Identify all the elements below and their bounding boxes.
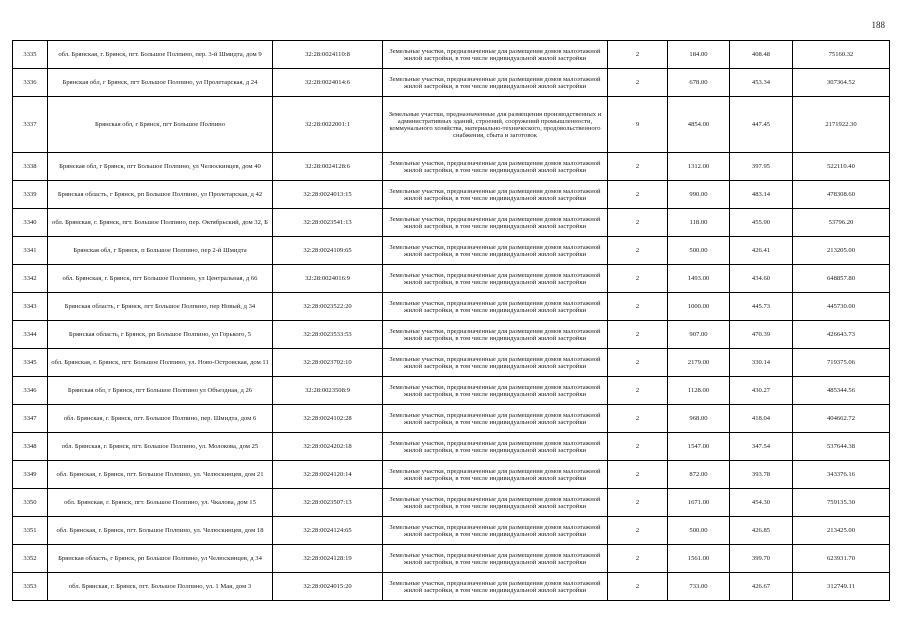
specific-value-cell: 418.04: [730, 405, 793, 433]
area-cell: 184.00: [668, 41, 730, 69]
address-cell: обл. Брянская, г. Брянск, пгт. Большое Полпино, ул. Молокова, дом 25: [48, 433, 273, 461]
table-row: [13, 209, 890, 237]
row-number-cell: 3351: [13, 517, 48, 545]
row-number-cell: 3335: [13, 41, 48, 69]
area-cell: 1000.00: [668, 293, 730, 321]
cadastral-value-cell: 2171922.30: [793, 97, 890, 153]
specific-value-cell: 426.67: [730, 573, 793, 601]
address-cell: Брянская область, г Брянск, рп Большое Полпино, ул Горького, 5: [48, 321, 273, 349]
use-group-cell: 2: [608, 489, 668, 517]
row-number-cell: 3342: [13, 265, 48, 293]
use-group-cell: 2: [608, 321, 668, 349]
address-cell: обл. Брянская, г. Брянск, пгт. Большое Полпино, ул. 1 Мая, дом 3: [48, 573, 273, 601]
use-group-cell: 2: [608, 153, 668, 181]
area-cell: 990.00: [668, 181, 730, 209]
cadastral-value-cell: 719375.06: [793, 349, 890, 377]
address-cell: обл. Брянская, г. Брянск, пгт Большое Полпино, ул Центральная, д 66: [48, 265, 273, 293]
cadastral-number-cell: 32:28:0022001:1: [273, 97, 383, 153]
cadastral-number-cell: 32:28:0024109:65: [273, 237, 383, 265]
row-number-cell: 3341: [13, 237, 48, 265]
cadastral-value-cell: 426643.73: [793, 321, 890, 349]
table-row: [13, 69, 890, 97]
land-use-cell: Земельные участки, предназначенные для размещения домов малоэтажной жилой застройки, в том числе индивидуальной жилой застройки: [383, 181, 608, 209]
area-cell: 1561.00: [668, 545, 730, 573]
address-cell: обл. Брянская, г. Брянск, пгт. Большое Полпино, ул. Челюскинцев, дом 18: [48, 517, 273, 545]
specific-value-cell: 408.48: [730, 41, 793, 69]
cadastral-number-cell: 32:28:0024102:28: [273, 405, 383, 433]
cadastral-value-cell: 648857.80: [793, 265, 890, 293]
specific-value-cell: 454.30: [730, 489, 793, 517]
land-use-cell: Земельные участки, предназначенные для размещения домов малоэтажной жилой застройки, в том числе индивидуальной жилой застройки: [383, 265, 608, 293]
land-use-cell: Земельные участки, предназначенные для размещения домов малоэтажной жилой застройки, в том числе индивидуальной жилой застройки: [383, 41, 608, 69]
cadastral-number-cell: 32:28:0023533:53: [273, 321, 383, 349]
specific-value-cell: 483.14: [730, 181, 793, 209]
cadastral-value-cell: 75160.32: [793, 41, 890, 69]
use-group-cell: 2: [608, 293, 668, 321]
land-use-cell: Земельные участки, предназначенные для размещения домов малоэтажной жилой застройки, в том числе индивидуальной жилой застройки: [383, 405, 608, 433]
area-cell: 1493.00: [668, 265, 730, 293]
land-use-cell: Земельные участки, предназначенные для размещения домов малоэтажной жилой застройки, в том числе индивидуальной жилой застройки: [383, 517, 608, 545]
row-number-cell: 3339: [13, 181, 48, 209]
specific-value-cell: 430.27: [730, 377, 793, 405]
use-group-cell: 2: [608, 377, 668, 405]
area-cell: 1312.00: [668, 153, 730, 181]
land-use-cell: Земельные участки, предназначенные для размещения домов малоэтажной жилой застройки, в том числе индивидуальной жилой застройки: [383, 489, 608, 517]
row-number-cell: 3336: [13, 69, 48, 97]
table-row: [13, 321, 890, 349]
use-group-cell: 2: [608, 405, 668, 433]
area-cell: 907.00: [668, 321, 730, 349]
land-use-cell: Земельные участки, предназначенные для размещения домов малоэтажной жилой застройки, в том числе индивидуальной жилой застройки: [383, 209, 608, 237]
cadastral-number-cell: 32:28:0024013:15: [273, 181, 383, 209]
table-row: [13, 97, 890, 153]
area-cell: 118.00: [668, 209, 730, 237]
address-cell: обл. Брянская, г. Брянск, пгт. Большое Полпино, ул. Чкалова, дом 15: [48, 489, 273, 517]
address-cell: Брянская область, г Брянск, рп Большое Полпино, ул Пролетарская, д 42: [48, 181, 273, 209]
cadastral-number-cell: 32:28:0023507:13: [273, 489, 383, 517]
use-group-cell: 2: [608, 461, 668, 489]
specific-value-cell: 399.70: [730, 545, 793, 573]
table-row: [13, 573, 890, 601]
address-cell: Брянская обл, г Брянск, пгт Большое Полпино, ул Пролетарская, д 24: [48, 69, 273, 97]
land-use-cell: Земельные участки, предназначенные для размещения домов малоэтажной жилой застройки, в том числе индивидуальной жилой застройки: [383, 321, 608, 349]
use-group-cell: 2: [608, 433, 668, 461]
use-group-cell: 2: [608, 265, 668, 293]
cadastral-number-cell: 32:28:0023508:9: [273, 377, 383, 405]
cadastral-number-cell: 32:28:0024015:20: [273, 573, 383, 601]
use-group-cell: 9: [608, 97, 668, 153]
specific-value-cell: 426.85: [730, 517, 793, 545]
cadastral-value-cell: 307364.52: [793, 69, 890, 97]
cadastral-value-cell: 445730.00: [793, 293, 890, 321]
specific-value-cell: 447.45: [730, 97, 793, 153]
cadastral-number-cell: 32:28:0024016:9: [273, 265, 383, 293]
cadastral-value-cell: 485344.56: [793, 377, 890, 405]
table-row: [13, 405, 890, 433]
specific-value-cell: 434.60: [730, 265, 793, 293]
use-group-cell: 2: [608, 209, 668, 237]
address-cell: Брянская область, г Брянск, рп Большое Полпино, ул Челюскинцев, д 34: [48, 545, 273, 573]
area-cell: 733.00: [668, 573, 730, 601]
address-cell: Брянская обл, г Брянск, п Большое Полпино, пер 2-й Шмидта: [48, 237, 273, 265]
use-group-cell: 2: [608, 349, 668, 377]
cadastral-value-cell: 537644.38: [793, 433, 890, 461]
row-number-cell: 3352: [13, 545, 48, 573]
table-row: [13, 181, 890, 209]
area-cell: 1671.00: [668, 489, 730, 517]
row-number-cell: 3347: [13, 405, 48, 433]
area-cell: 1128.00: [668, 377, 730, 405]
table-row: [13, 349, 890, 377]
land-use-cell: Земельные участки, предназначенные для размещения домов малоэтажной жилой застройки, в том числе индивидуальной жилой застройки: [383, 545, 608, 573]
specific-value-cell: 397.95: [730, 153, 793, 181]
use-group-cell: 2: [608, 517, 668, 545]
table-row: [13, 489, 890, 517]
specific-value-cell: 426.41: [730, 237, 793, 265]
row-number-cell: 3340: [13, 209, 48, 237]
specific-value-cell: 470.39: [730, 321, 793, 349]
cadastral-number-cell: 32:28:0023541:13: [273, 209, 383, 237]
area-cell: 500.00: [668, 237, 730, 265]
row-number-cell: 3344: [13, 321, 48, 349]
cadastral-number-cell: 32:28:0023522:20: [273, 293, 383, 321]
cadastral-value-cell: 213425.00: [793, 517, 890, 545]
specific-value-cell: 347.54: [730, 433, 793, 461]
cadastral-value-cell: 478308.60: [793, 181, 890, 209]
cadastral-value-cell: 623931.70: [793, 545, 890, 573]
land-use-cell: Земельные участки, предназначенные для размещения домов малоэтажной жилой застройки, в том числе индивидуальной жилой застройки: [383, 377, 608, 405]
land-use-cell: Земельные участки, предназначенные для размещения домов малоэтажной жилой застройки, в том числе индивидуальной жилой застройки: [383, 461, 608, 489]
area-cell: 872.00: [668, 461, 730, 489]
address-cell: обл. Брянская, г. Брянск, пгт. Большое Полпино, пер. Октябрьский, дом 32, Б: [48, 209, 273, 237]
cadastral-value-cell: 759135.30: [793, 489, 890, 517]
area-cell: 4854.00: [668, 97, 730, 153]
cadastral-value-cell: 404662.72: [793, 405, 890, 433]
specific-value-cell: 445.73: [730, 293, 793, 321]
land-use-cell: Земельные участки, предназначенные для размещения домов малоэтажной жилой застройки, в том числе индивидуальной жилой застройки: [383, 293, 608, 321]
land-use-cell: Земельные участки, предназначенные для размещения домов малоэтажной жилой застройки, в том числе индивидуальной жилой застройки: [383, 69, 608, 97]
table-row: [13, 265, 890, 293]
address-cell: Брянская область, г Брянск, пгт Большое Полпино, пер Новый, д 34: [48, 293, 273, 321]
land-use-cell: Земельные участки, предназначенные для размещения домов малоэтажной жилой застройки, в том числе индивидуальной жилой застройки: [383, 573, 608, 601]
cadastral-value-cell: 312749.11: [793, 573, 890, 601]
row-number-cell: 3337: [13, 97, 48, 153]
table-row: [13, 517, 890, 545]
area-cell: 2179.00: [668, 349, 730, 377]
address-cell: обл. Брянская, г. Брянск, пгт. Большое Полпино, пер. Шмидта, дом 6: [48, 405, 273, 433]
row-number-cell: 3353: [13, 573, 48, 601]
land-use-cell: Земельные участки, предназначенные для размещения домов малоэтажной жилой застройки, в том числе индивидуальной жилой застройки: [383, 237, 608, 265]
cadastral-number-cell: 32:28:0024128:19: [273, 545, 383, 573]
area-cell: 500.00: [668, 517, 730, 545]
table-row: [13, 237, 890, 265]
area-cell: 678.00: [668, 69, 730, 97]
table-row: [13, 41, 890, 69]
cadastral-number-cell: 32:28:0024110:8: [273, 41, 383, 69]
cadastral-value-cell: 213205.00: [793, 237, 890, 265]
row-number-cell: 3343: [13, 293, 48, 321]
use-group-cell: 2: [608, 545, 668, 573]
specific-value-cell: 330.14: [730, 349, 793, 377]
specific-value-cell: 393.78: [730, 461, 793, 489]
table-row: [13, 377, 890, 405]
address-cell: Брянская обл, г Брянск, пгт Большое Полпино, ул Челюскинцев, дом 40: [48, 153, 273, 181]
use-group-cell: 2: [608, 69, 668, 97]
cadastral-value-cell: 522110.40: [793, 153, 890, 181]
land-use-cell: Земельные участки, предназначенные для размещения домов малоэтажной жилой застройки, в том числе индивидуальной жилой застройки: [383, 153, 608, 181]
land-use-cell: Земельные участки, предназначенные для размещения производственных и административных зданий, строений, сооружений промышленности, коммунального хозяйства, материально-технического, продовольственного снабжения, сбыта и заготовок: [383, 97, 608, 153]
address-cell: обл. Брянская, г. Брянск, пгт. Большое Полпино, пер. 3-й Шмидта, дом 9: [48, 41, 273, 69]
address-cell: Брянская обл, г Брянск, пгт Большое Полпино ул Объездная, д 26: [48, 377, 273, 405]
address-cell: Брянская обл, г Брянск, пгт Большое Полпино: [48, 97, 273, 153]
specific-value-cell: 455.90: [730, 209, 793, 237]
address-cell: обл. Брянская, г. Брянск, пгт. Большое Полпино, ул. Челюскинцев, дом 21: [48, 461, 273, 489]
row-number-cell: 3350: [13, 489, 48, 517]
use-group-cell: 2: [608, 237, 668, 265]
cadastral-number-cell: 32:28:0024120:14: [273, 461, 383, 489]
cadastral-number-cell: 32:28:0023702:10: [273, 349, 383, 377]
use-group-cell: 2: [608, 41, 668, 69]
table-body: [13, 41, 890, 601]
address-cell: обл. Брянская, г. Брянск, пгт. Большое Полпино, ул. Ново-Островская, дом 11: [48, 349, 273, 377]
cadastral-number-cell: 32:28:0024014:6: [273, 69, 383, 97]
cadastral-value-table: [12, 40, 890, 601]
cadastral-value-cell: 53796.20: [793, 209, 890, 237]
cadastral-value-cell: 343376.16: [793, 461, 890, 489]
page-number: 188: [871, 20, 885, 30]
row-number-cell: 3348: [13, 433, 48, 461]
table-row: [13, 433, 890, 461]
cadastral-number-cell: 32:28:0024202:18: [273, 433, 383, 461]
table-row: [13, 153, 890, 181]
area-cell: 968.00: [668, 405, 730, 433]
cadastral-number-cell: 32:28:0024124:65: [273, 517, 383, 545]
row-number-cell: 3346: [13, 377, 48, 405]
cadastral-number-cell: 32:28:0024128:6: [273, 153, 383, 181]
table-row: [13, 461, 890, 489]
table-row: [13, 545, 890, 573]
land-use-cell: Земельные участки, предназначенные для размещения домов малоэтажной жилой застройки, в том числе индивидуальной жилой застройки: [383, 349, 608, 377]
row-number-cell: 3338: [13, 153, 48, 181]
row-number-cell: 3345: [13, 349, 48, 377]
table-row: [13, 293, 890, 321]
land-use-cell: Земельные участки, предназначенные для размещения домов малоэтажной жилой застройки, в том числе индивидуальной жилой застройки: [383, 433, 608, 461]
use-group-cell: 2: [608, 573, 668, 601]
specific-value-cell: 453.34: [730, 69, 793, 97]
area-cell: 1547.00: [668, 433, 730, 461]
use-group-cell: 2: [608, 181, 668, 209]
row-number-cell: 3349: [13, 461, 48, 489]
